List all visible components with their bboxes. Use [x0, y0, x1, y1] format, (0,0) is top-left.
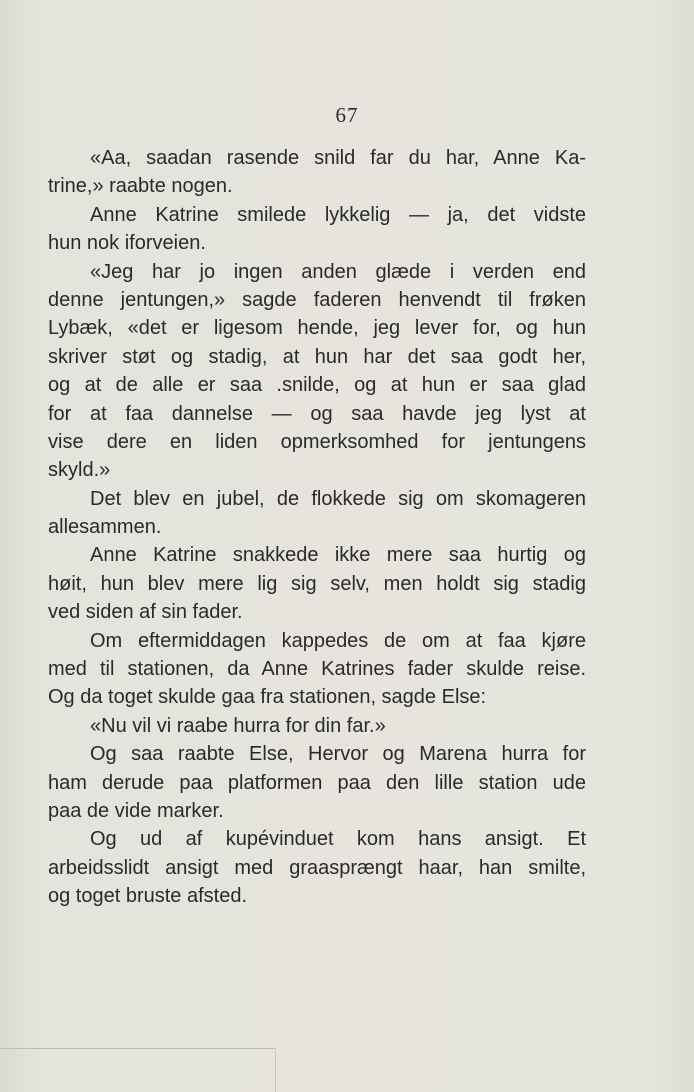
text-line: Og ud af kupévinduet kom hans ansigt. Et [90, 828, 586, 851]
text-line: skyld.» [48, 459, 111, 482]
text-line: paa de vide marker. [48, 799, 224, 822]
text-line: Anne Katrine snakkede ikke mere saa hurtig og [90, 544, 586, 567]
text-line: «Nu vil vi raabe hurra for din far.» [90, 714, 386, 737]
text-line: og toget bruste afsted. [48, 885, 248, 908]
body-text [48, 144, 586, 911]
text-line: denne jentungen,» sagde faderen henvendt til frøken [48, 288, 586, 311]
text-line: Og da toget skulde gaa fra stationen, sagde Else: [48, 686, 487, 709]
text-line: Om eftermiddagen kappedes de om at faa kjøre [90, 629, 586, 652]
text-line: Og saa raabte Else, Hervor og Marena hurra for [90, 743, 586, 766]
text-line: trine,» raabte nogen. [48, 175, 233, 198]
text-line: arbeidsslidt ansigt med graasprængt haar, han smilte, [48, 856, 586, 879]
text-line: allesammen. [48, 516, 162, 539]
text-line: og at de alle er saa .snilde, og at hun er saa glad [48, 374, 586, 397]
text-line: skriver støt og stadig, at hun har det saa godt her, [48, 345, 586, 368]
text-line: for at faa dannelse — og saa havde jeg lyst at [48, 402, 586, 425]
text-line: vise dere en liden opmerksomhed for jentungens [48, 430, 586, 453]
text-line: hun nok iforveien. [48, 232, 206, 255]
text-line: «Aa, saadan rasende snild far du har, Anne Ka- [90, 147, 586, 169]
text-line: ved siden af sin fader. [48, 601, 243, 624]
page-number: 67 [335, 103, 359, 127]
text-line: høit, hun blev mere lig sig selv, men holdt sig stadig [48, 572, 586, 595]
text-line: ham derude paa platformen paa den lille station ude [48, 771, 586, 794]
text-line: «Jeg har jo ingen anden glæde i verden end [90, 260, 586, 283]
text-line: med til stationen, da Anne Katrines fader skulde reise. [48, 658, 586, 681]
text-line: Det blev en jubel, de flokkede sig om skomageren [90, 487, 586, 510]
page-edge-line-vertical [275, 1048, 276, 1092]
text-line: Lybæk, «det er ligesom hende, jeg lever for, og hun [48, 317, 586, 340]
page-edge-line [0, 1048, 276, 1051]
text-line: Anne Katrine smilede lykkelig — ja, det vidste [90, 203, 586, 226]
